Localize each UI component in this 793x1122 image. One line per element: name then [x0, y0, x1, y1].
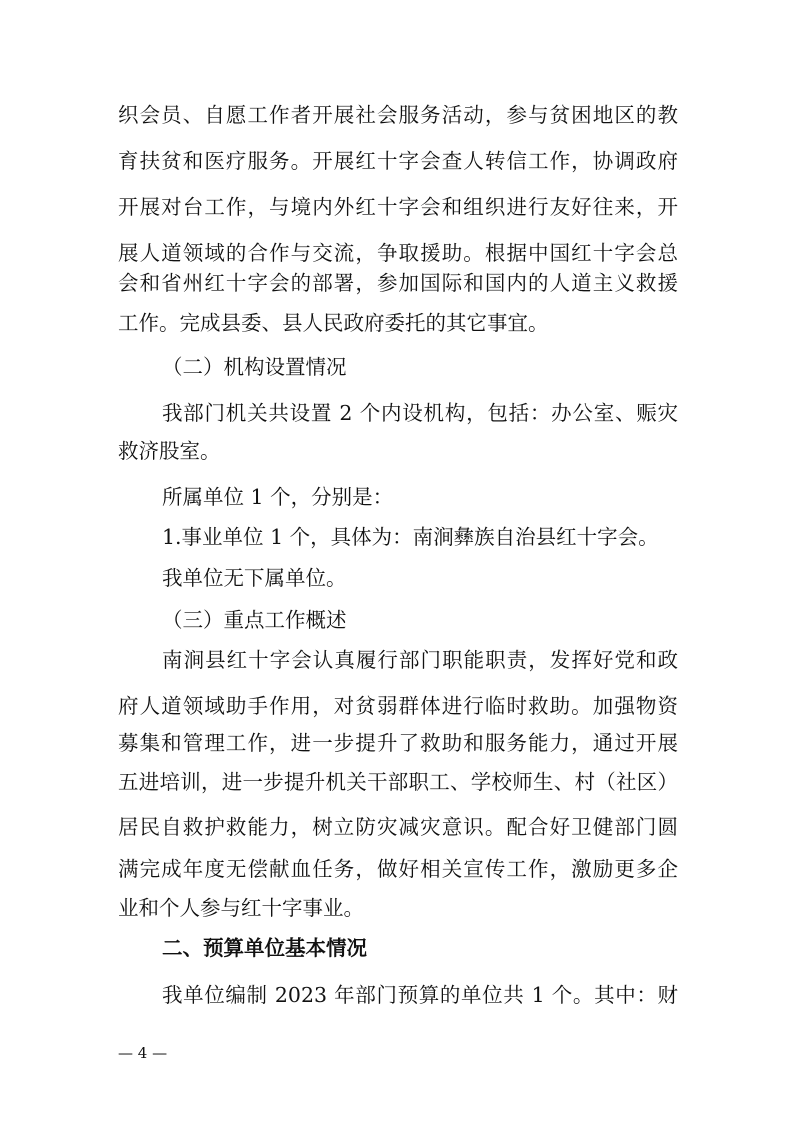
duties-line-6: 工作。完成县委、县人民政府委托的其它事宜。 — [118, 311, 549, 335]
unit-1-line: 1.事业单位 1 个，具体为：南涧彝族自治县红十字会。 — [162, 525, 659, 549]
work-line-7: 业和个人参与红十字事业。 — [118, 896, 364, 920]
duties-line-1: 织会员、自愿工作者开展社会服务活动，参与贫困地区的教 — [118, 103, 678, 127]
work-line-6: 满完成年度无偿献血任务，做好相关宣传工作，激励更多企 — [118, 857, 678, 881]
work-line-3: 募集和管理工作，进一步提升了救助和服务能力，通过开展 — [118, 731, 678, 755]
affiliated-line: 所属单位 1 个，分别是： — [162, 485, 394, 509]
duties-line-4: 展人道领域的合作与交流，争取援助。根据中国红十字会总 — [118, 241, 678, 265]
work-line-1: 南涧县红十字会认真履行部门职能职责，发挥好党和政 — [162, 648, 678, 672]
budget-line: 我单位编制 2023 年部门预算的单位共 1 个。其中：财 — [162, 983, 678, 1007]
duties-line-3: 开展对台工作，与境内外红十字会和组织进行友好往来，开 — [118, 195, 678, 219]
work-line-5: 居民自救护救能力，树立防灾减灾意识。配合好卫健部门圆 — [118, 815, 678, 839]
no-subordinate-line: 我单位无下属单位。 — [162, 566, 347, 590]
page-number: — 4 — — [118, 1044, 168, 1062]
duties-line-2: 育扶贫和医疗服务。开展红十字会查人转信工作，协调政府 — [118, 149, 678, 173]
section-2-heading: 二、预算单位基本情况 — [162, 936, 367, 960]
org-heading: （二）机构设置情况 — [162, 355, 347, 379]
duties-line-5: 会和省州红十字会的部署，参加国际和国内的人道主义救援 — [118, 271, 678, 295]
work-line-2: 府人道领域助手作用，对贫弱群体进行临时救助。加强物资 — [118, 694, 678, 718]
org-line-2: 救济股室。 — [118, 439, 221, 463]
work-heading: （三）重点工作概述 — [162, 608, 347, 632]
org-line-1: 我部门机关共设置 2 个内设机构，包括：办公室、赈灾 — [162, 401, 678, 425]
work-line-4: 五进培训，进一步提升机关干部职工、学校师生、村（社区） — [118, 770, 678, 794]
